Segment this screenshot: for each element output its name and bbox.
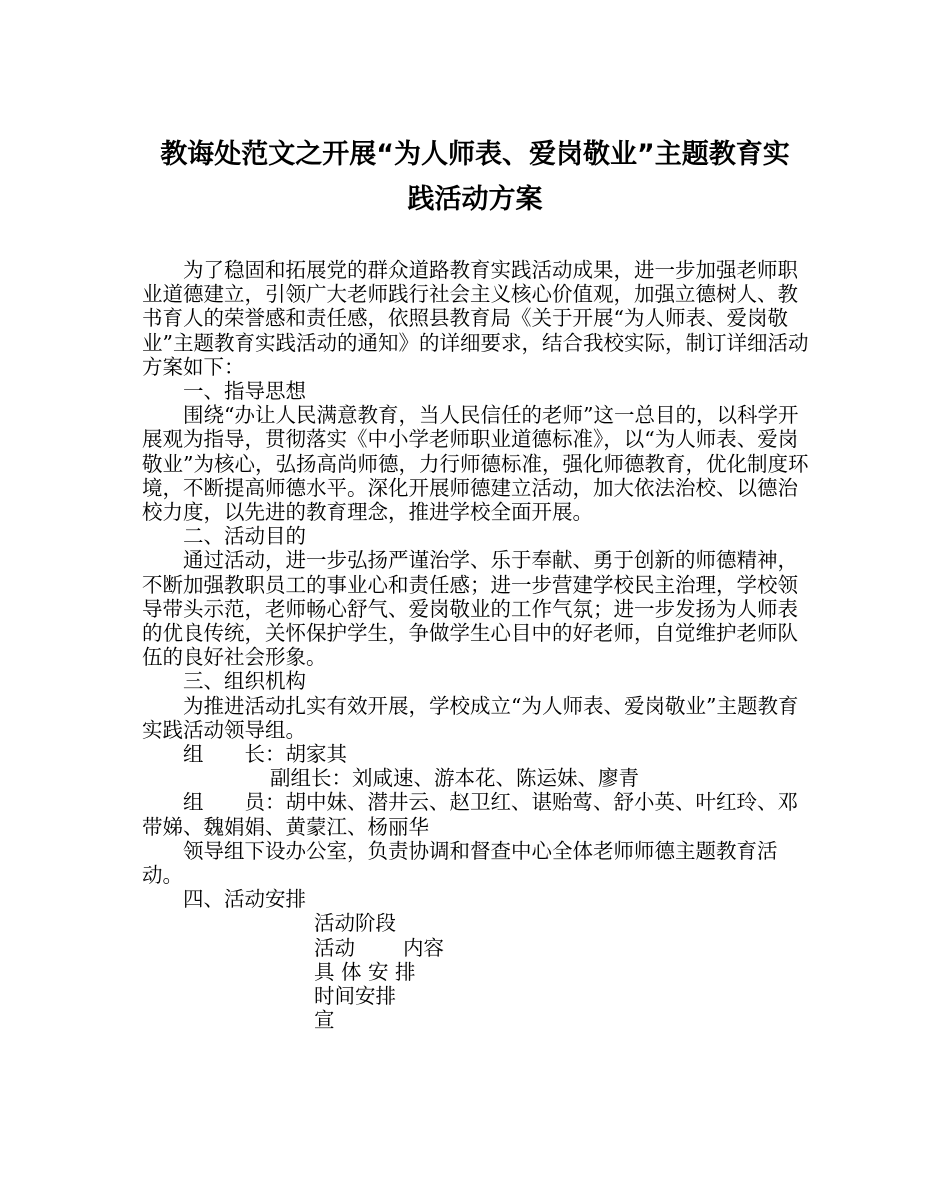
member-names: 胡中妹、潜井云、赵卫红、谌贻莺、舒小英、叶红玲、邓带娣、魏娟娟、黄蒙江、杨丽华	[142, 790, 798, 839]
deputy-label: 副组长：	[270, 766, 352, 791]
office-paragraph: 领导组下设办公室，负责协调和督查中心全体老师师德主题教育活动。	[142, 838, 778, 888]
deputy-line	[142, 766, 812, 790]
leader-label: 组 长：	[183, 742, 286, 767]
section3-paragraph: 为推进活动扎实有效开展，学校成立“为人师表、爱岗敬业”主题教育实践活动领导组。	[142, 693, 799, 742]
deputy-names: 刘咸速、游本花、陈运妹、廖青	[352, 766, 639, 791]
section2-paragraph: 通过活动，进一步弘扬严谨治学、乐于奉献、勇于创新的师德精神，不断加强教职员工的事业心和责任感；进一步营建学校民主治理，学校领导带头示范，老师畅心舒气、爱岗敬业的工作气氛；进一步发扬为人师表的优良传统，关怀保护学生，争做学生心目中的好老师，自觉维护老师队伍的良好社会形象。	[142, 548, 798, 670]
section4-heading: 四、活动安排	[183, 887, 306, 912]
table-header-content-b: 内容	[403, 935, 444, 960]
section1-paragraph: 围绕“办让人民满意教育，当人民信任的老师”这一总目的，以科学开展观为指导，贯彻落实《中小学老师职业道德标准》，以“为人师表、爱岗敬业”为核心，弘扬高尚师德，力行师德标准，强化师德教育，优化制度环境，不断提高师德水平。深化开展师德建立活动，加大依法治校、以德治校力度，以先进的教育理念，推进学校全面开展。	[142, 403, 809, 525]
table-header-arrangement: 具 体 安 排	[314, 959, 416, 984]
document-title-line1: 教诲处范文之开展“为人师表、爱岗敬业”主题教育实	[160, 139, 790, 170]
leader-line	[142, 742, 812, 766]
table-header-publicity: 宣	[314, 1008, 335, 1033]
document-title-line2: 践活动方案	[407, 184, 543, 215]
table-header-time: 时间安排	[314, 984, 396, 1009]
table-header-content-a: 活动	[314, 935, 355, 960]
section1-heading: 一、指导思想	[183, 379, 306, 404]
section3-heading: 三、组织机构	[183, 669, 306, 694]
document-body	[142, 258, 812, 1033]
section2-heading: 二、活动目的	[183, 524, 306, 549]
leader-names: 胡家其	[285, 742, 347, 767]
table-header-content	[142, 936, 812, 960]
table-header-stage: 活动阶段	[314, 911, 396, 936]
member-line	[142, 790, 812, 838]
member-label: 组 员：	[183, 790, 286, 815]
intro-paragraph: 为了稳固和拓展党的群众道路教育实践活动成果，进一步加强老师职业道德建立，引领广大老师践行社会主义核心价值观，加强立德树人、教书育人的荣誉感和责任感，依照县教育局《关于开展“为人师表、爱岗敬业”主题教育实践活动的通知》的详细要求，结合我校实际，制订详细活动方案如下：	[142, 258, 809, 379]
